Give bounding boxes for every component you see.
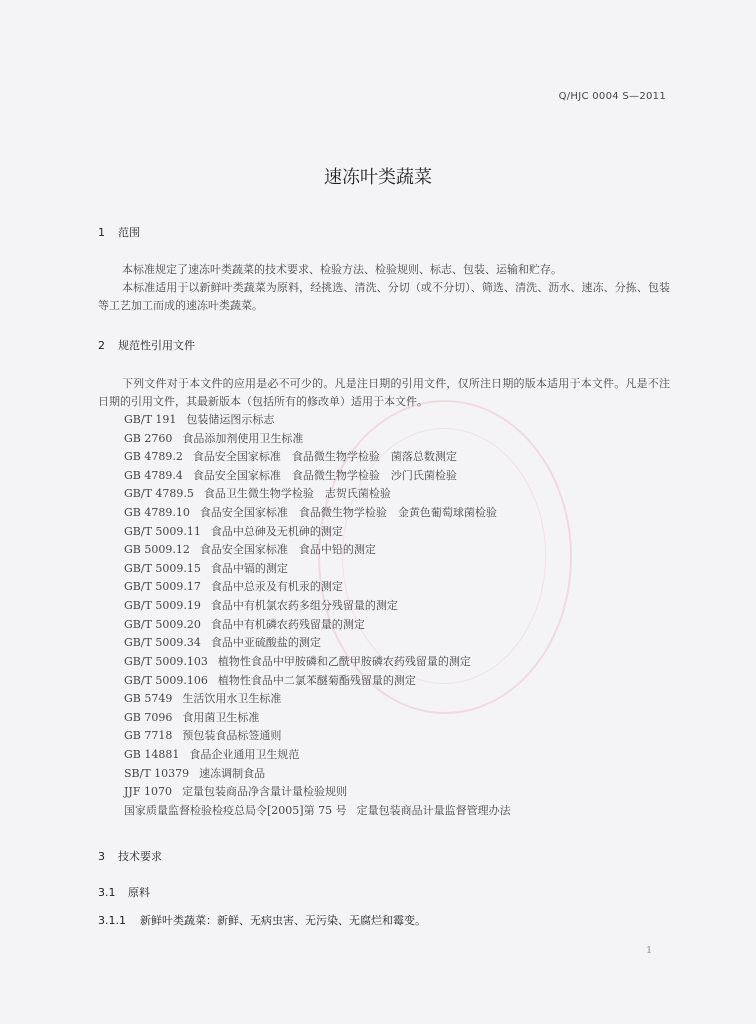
reference-item [124,709,511,728]
reference-title: 包装储运图示标志 [186,413,275,426]
reference-item [124,411,511,430]
reference-title: 食品中有机氯农药多组分残留量的测定 [210,599,398,613]
reference-code: GB 5009.12 [124,543,190,557]
reference-title: 食品中镉的测定 [210,561,288,575]
scope-paragraph-2: 本标准适用于以新鲜叶类蔬菜为原料，经挑选、清洗、分切（或不分切）、筛选、清洗、沥水、速冻、分拣、包装等工艺加工而成的速冻叶类蔬菜。 [98,281,670,312]
reference-item [124,448,511,467]
reference-title: 食品企业通用卫生规范 [189,747,300,761]
reference-title: 定量包装商品净含量计量检验规则 [181,785,347,799]
reference-code: GB 5749 [124,692,173,706]
section-title: 技术要求 [118,850,162,863]
reference-title: 食品中亚硫酸盐的测定 [210,636,321,650]
reference-title: 食品安全国家标准 食品微生物学检验 金黄色葡萄球菌检验 [199,506,497,520]
document-title: 速冻叶类蔬菜 [324,167,432,188]
section-number: 1 [98,226,105,239]
reference-code: GB/T 5009.103 [124,654,208,668]
reference-title: 植物性食品中甲胺磷和乙酰甲胺磷农药残留量的测定 [217,654,471,668]
reference-title: 食品中总汞及有机汞的测定 [210,580,343,594]
standard-code: Q/HJC 0004 S—2011 [558,91,666,102]
reference-item [124,653,511,672]
reference-code: GB 4789.2 [124,450,183,464]
reference-item [124,597,511,616]
section-1-heading [98,224,140,240]
section-3-1-heading [98,884,150,900]
reference-code: GB/T 4789.5 [124,487,194,501]
section-number: 3 [98,850,105,863]
reference-code: GB/T 5009.19 [124,599,201,613]
reference-title: 生活饮用水卫生标准 [182,692,282,706]
reference-item [124,765,511,784]
reference-code: GB/T 5009.17 [124,580,201,594]
section-3-1-1-heading [98,912,426,928]
reference-item [124,578,511,597]
reference-item [124,430,511,449]
reference-code: GB/T 5009.34 [124,636,201,650]
reference-item [124,504,511,523]
reference-code: SB/T 10379 [124,766,190,780]
section-number: 3.1 [98,886,116,899]
reference-title: 食品安全国家标准 食品中铅的测定 [199,543,376,557]
reference-code: JJF 1070 [124,785,172,799]
reference-code: GB 2760 [124,431,173,445]
section-number: 2 [98,339,105,352]
reference-item [124,560,511,579]
reference-code: GB/T 5009.15 [124,561,201,575]
scope-paragraph-1: 本标准规定了速冻叶类蔬菜的技术要求、检验方法、检验规则、标志、包装、运输和贮存。 [122,263,562,276]
section-number: 3.1.1 [98,914,126,927]
reference-list [124,411,511,820]
reference-title: 食品安全国家标准 食品微生物学检验 沙门氏菌检验 [192,468,457,482]
reference-code: GB/T 5009.11 [124,524,201,538]
reference-item [124,690,511,709]
reference-item [124,783,511,802]
reference-title: 食品中有机磷农药残留量的测定 [210,617,365,631]
section-3-heading [98,848,162,864]
reference-code: GB 4789.10 [124,506,190,520]
reference-item [124,523,511,542]
reference-code: GB/T 191 [124,413,177,426]
reference-item [124,746,511,765]
normative-refs-intro: 下列文件对于本文件的应用是必不可少的。凡是注日期的引用文件，仅所注日期的版本适用于本文件。凡是不注日期的引用文件，其最新版本（包括所有的修改单）适用于本文件。 [98,377,670,408]
reference-title: 定量包装商品计量监督管理办法 [356,803,511,817]
reference-code: GB 7718 [124,729,173,743]
reference-title: 食品安全国家标准 食品微生物学检验 菌落总数测定 [192,450,457,464]
reference-title: 食品卫生微生物学检验 志贺氏菌检验 [203,487,391,501]
section-title: 范围 [118,226,140,239]
reference-title: 预包装食品标签通则 [182,729,282,743]
reference-code: GB/T 5009.20 [124,617,201,631]
reference-item [124,541,511,560]
reference-code: 国家质量监督检验检疫总局令[2005]第 75 号 [124,803,347,817]
reference-title: 食品添加剂使用卫生标准 [182,431,304,445]
section-title: 原料 [128,886,150,899]
reference-item [124,616,511,635]
reference-item [124,727,511,746]
reference-code: GB 7096 [124,710,173,724]
reference-title: 食品中总砷及无机砷的测定 [210,524,343,538]
reference-title: 食用菌卫生标准 [182,710,260,724]
reference-item [124,672,511,691]
reference-item [124,467,511,486]
page-number: 1 [646,946,652,956]
section-title: 规范性引用文件 [118,339,195,352]
reference-title: 速冻调制食品 [199,766,266,780]
reference-item [124,634,511,653]
reference-code: GB 14881 [124,747,180,761]
reference-code: GB 4789.4 [124,468,183,482]
section-title: 新鲜叶类蔬菜：新鲜、无病虫害、无污染、无腐烂和霉变。 [140,914,426,927]
reference-item [124,485,511,504]
reference-title: 植物性食品中二氯苯醚菊酯残留量的测定 [217,673,416,687]
section-2-heading [98,337,195,353]
reference-code: GB/T 5009.106 [124,673,208,687]
reference-item [124,802,511,821]
